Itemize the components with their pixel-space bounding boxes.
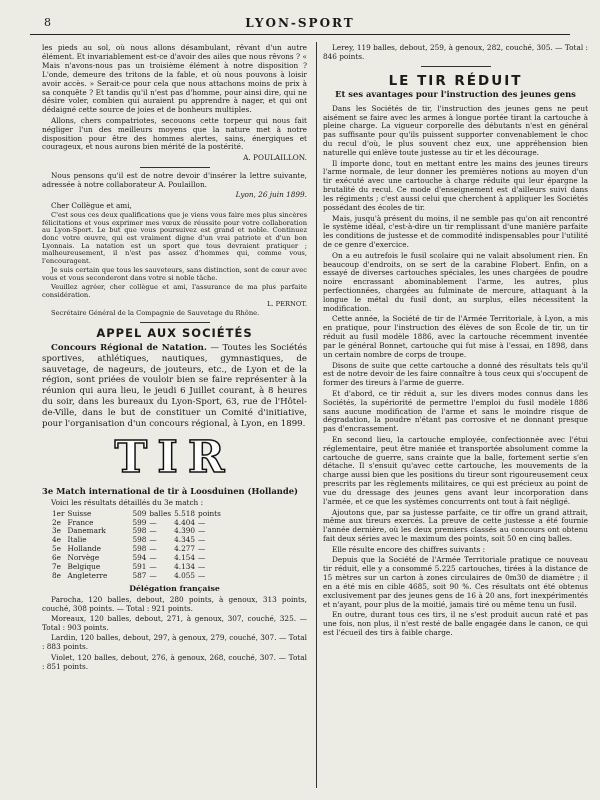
column-divider [316,42,317,788]
results-balls: 509 [132,508,147,518]
results-unit: — [149,570,157,580]
tir-reduit-subheading: Et ses avantages pour l'instruction des jeunes gens [335,88,576,99]
appel-text: — Toutes les Sociétés sportives, athlétiques, nautiques, gymnastiques, de sauvetage, de nageurs, de jouteurs, etc., de Lyon et de la région, sont priées de vouloir bien se faire représenter à la réunion qui aura lieu, le jeudi 6 Juillet courant, à 8 heures du soir, dans les bureaux du Lyon-Sport, 63, rue de l'Hôtel-de-Ville, dans le but de constituer un Comité d'initiative, pour l'organisation d'un concours régional, à Lyon, en 1899. [42,342,307,429]
results-punit: — [198,570,206,580]
results-rank: 5e [52,544,61,554]
results-punit: — [198,526,206,536]
section-divider [140,167,210,168]
results-punit: — [198,517,206,527]
header-rule [30,34,570,35]
results-row [52,572,224,581]
results-unit: — [149,526,157,536]
delegation-carryover: Lerey, 119 balles, debout, 259, à genoux, 282, couché, 305. — Total : 846 points. [323,44,588,61]
results-country: Suisse [67,508,92,518]
section-divider [140,322,210,323]
results-punit: — [198,535,206,545]
tir-title: TIR [114,432,235,484]
letter-paragraph: C'est sous ces deux qualifications que je viens vous faire mes plus sincères félicitations et vous exprimer mes vœux de réussite pour votre collaboration au Lyon-Sport. Le but que vous poursuivez est grand et noble. Continuez donc votre œuvre, qui est vraiment digne d'un vrai patriote et d'un bon Lyonnais. La natation est un sport que tous devraient pratiquer ; malheureusement, il n'est pas assez d'hommes qui, comme vous, l'encouragent. [42,210,307,266]
results-country: Italie [67,535,87,545]
results-rank: 8e [52,570,61,580]
results-balls: 594 [132,553,147,563]
results-country: Angleterre [67,570,108,580]
results-punit: points [198,508,221,518]
letter-intro: Nous pensons qu'il est de notre devoir d'insérer la lettre suivante, adressée à notre collaborateur A. Poulaillon. [42,170,307,189]
results-country: Danemark [67,526,106,536]
results-rank: 4e [52,535,61,545]
results-rank: 7e [52,562,61,572]
tir-reduit-paragraph: Cette année, la Société de tir de l'Armée Territoriale, à Lyon, a mis en pratique, pour l'instruction des élèves de son École de tir, un tir réduit au fusil modèle 1886, avec la cartouche récemment inventée par le général Bonnet, cartouche qui fut mise à l'essai, en 1898, dans un certain nombre de corps de troupe. [323,314,588,360]
results-balls: 598 [132,544,147,554]
letter-paragraph: Je suis certain que tous les sauveteurs, sans distinction, sont de cœur avec vous et vous seconderont dans votre si noble tâche. [42,266,307,283]
results-country: Hollande [67,544,101,554]
tir-reduit-paragraph: Et d'abord, ce tir réduit a, sur les divers modes connus dans les Sociétés, la supériorité de permettre l'emploi du fusil modèle 1886 sans aucune modification de l'arme et sans le moindre risque de dégradation, la poudre n'étant pas corrosive et ne donnant presque pas d'encrassement. [323,388,588,434]
results-rank: 2e [52,517,61,527]
tir-reduit-paragraph: Ajoutons que, par sa justesse parfaite, ce tir offre un grand attrait, même aux tireurs exercés. La preuve de cette justesse a été fournie l'année dernière, où les deux premiers classés au concours ont obtenu fait deux séries avec le maximum des points, soit 50 en cinq balles. [323,507,588,544]
delegation-title: Délégation française [129,583,220,593]
match-title: 3e Match international de tir à Loosduinen (Hollande) [42,486,299,497]
results-unit: — [149,544,157,554]
right-column [323,44,588,792]
tir-reduit-body [323,105,588,638]
results-unit: — [149,517,157,527]
results-points: 4.055 [174,570,196,580]
results-balls: 598 [132,526,147,536]
appel-lead: Concours Régional de Natation. [51,342,207,353]
delegation-entry: Parocha, 120 balles, debout, 280 points, à genoux, 313 points, couché, 308 points. — Total : 921 points. [42,594,307,613]
results-unit: balles [149,508,172,518]
letter-paragraph: Veuillez agréer, cher collègue et ami, l'assurance de ma plus parfaite considération. [42,283,307,299]
results-country: France [67,517,94,527]
results-rank: 1er [52,508,65,518]
results-unit: — [149,535,157,545]
tir-reduit-paragraph: Elle résulte encore des chiffres suivants : [332,544,486,554]
tir-reduit-heading: LE TIR RÉDUIT [388,72,523,89]
delegation-entry: Lardin, 120 balles, debout, 297, à genoux, 279, couché, 307. — Total : 883 points. [42,633,307,652]
results-unit: — [149,553,157,563]
article-paragraph: Allons, chers compatriotes, secouons cette torpeur qui nous fait négliger l'un des meilleurs moyens que la nature met à notre disposition pour être des hommes alertes, sains, énergiques et courageux, et nous aurons bien mérité de la postérité. [42,115,307,152]
tir-reduit-paragraph: En outre, durant tous ces tirs, il ne s'est produit aucun raté et pas une fois, non plus, il n'est resté de balle engagée dans le canon, ce qui est l'écueil des tirs à faible charge. [323,609,588,637]
results-country: Belgique [67,562,101,572]
results-points: 4.154 [174,553,196,563]
tir-reduit-paragraph: En second lieu, la cartouche employée, confectionnée avec l'étui réglementaire, peut être maniée et transportée absolument comme la cartouche de guerre, sans crainte que la balle, fortement sertie s'en détache. Il s'ensuit qu'avec cette cartouche, les mouvements de la charge aussi bien que les positions du tireur sont rigoureusement ceux prescrits par les règlements militaires, ce qui est précieux au point de vue du dressage des jeunes gens avant leur incorporation dans l'armée, et ce que les systèmes concurrents ont tout à fait négligé. [323,434,588,507]
results-points: 4.134 [174,562,196,572]
results-rank: 3e [52,526,61,536]
results-punit: — [198,544,206,554]
tir-reduit-paragraph: Depuis que la Société de l'Armée Territoriale pratique ce nouveau tir réduit, elle y a consommé 5.225 cartouches, tirées à la distance de 15 mètres sur un carton à zones circulaires de 0m30 de diamètre ; il en a été mis en cible 4685, soit 90 %. Ces résultats ont été obtenus exclusivement par des jeunes gens de 16 à 20 ans, fort inexpérimentés et n'ayant, pour plus de la moitié, jamais tiré ou même tenu un fusil. [323,555,588,609]
delegation-entry: Moreaux, 120 balles, debout, 271, à genoux, 307, couché, 325. — Total : 903 points. [42,614,307,633]
results-balls: 587 [132,570,147,580]
results-table [52,510,224,581]
tir-title-block [42,432,307,484]
tir-reduit-paragraph: Mais, jusqu'à présent du moins, il ne semble pas qu'on ait rencontré le système idéal, c'est-à-dire un tir remplissant d'une manière parfaite les conditions de justesse et de commodité indispensables pour l'utilité de ce genre d'exercice. [323,213,588,250]
results-country: Norvège [67,553,100,563]
results-intro: Voici les résultats détaillés du 3e match : [51,498,204,508]
results-unit: — [149,562,157,572]
page-number: 8 [44,16,51,29]
tir-reduit-paragraph: On a eu autrefois le fusil scolaire qui ne valait absolument rien. En beaucoup d'endroits, on se sert de la carabine Flobert. Enfin, on a essayé de diverses cartouches spéciales, les unes chargées de poudre noire encrassant abominablement l'arme, les autres, plus perfectionnées, chargées au fulminate de mercure, attaquant à la longue le métal du fusil dont, au surplus, elles nécessitent la modification. [323,250,588,314]
tir-reduit-paragraph: Il importe donc, tout en mettant entre les mains des jeunes tireurs l'arme normale, de leur donner les premières notions au moyen d'un tir exécuté avec une cartouche à charge réduite qui leur épargne la brutalité du recul. Ce mode d'enseignement est d'ailleurs suivi dans les régiments ; c'est aussi celui que cherchent à appliquer les Sociétés possédant des écoles de tir. [323,158,588,213]
tir-reduit-paragraph: Disons de suite que cette cartouche a donné des résultats tels qu'il est de notre devoir de les faire connaître à tous ceux qui s'occupent de former des tireurs à l'arme de guerre. [323,360,588,388]
results-punit: — [198,553,206,563]
results-punit: — [198,562,206,572]
left-column [42,44,307,792]
delegation-entry: Violet, 120 balles, debout, 276, à genoux, 268, couché, 307. — Total : 851 points. [42,652,307,671]
results-balls: 591 [132,562,147,572]
tir-reduit-paragraph: Dans les Sociétés de tir, l'instruction des jeunes gens ne peut aisément se faire avec les armes à longue portée tirant la cartouche à pleine charge. La vigueur corporelle des débutants n'est en général pas suffisante pour qu'ils puissent supporter convenablement le choc du recul d'où, le plus souvent chez eux, une appréhension bien naturelle qui enlève toute justesse au tir et les décourage. [323,103,588,158]
appel-heading: APPEL AUX SOCIÉTÉS [96,326,253,341]
results-points: 4.390 [174,526,196,536]
letter-date: Lyon, 26 juin 1899. [235,190,307,200]
results-points: 4.345 [174,535,196,545]
article-paragraph: les pieds au sol, où nous allons désambulant, rêvant d'un autre élément. Et invariablement est-ce d'avoir des ailes que nous rêvons ? « Mais n'avons-nous pas un troisième élément à notre disposition ? L'onde, demeure des tritons de la fable, et où nous pouvons à loisir avoir accès. » Serait-ce pour cela que nous attachons moins de prix à sa conquête ? Et tandis qu'il n'est pas d'homme, pour ainsi dire, qui ne désire voler, combien qui auraient pu apprendre à nager, et qui ont dédaigné cette source de joies et de bonheurs multiples. [42,44,307,115]
masthead: LYON-SPORT [245,16,355,30]
letter-greeting: Cher Collègue et ami, [51,200,132,210]
results-points: 4.404 [174,517,196,527]
results-balls: 599 [132,517,147,527]
results-rank: 6e [52,553,61,563]
results-balls: 598 [132,535,147,545]
letter-signatory-title: Secrétaire Général de la Compagnie de Sauvetage du Rhône. [51,309,260,318]
letter-signature: L. PERNOT. [266,300,307,309]
section-divider [421,66,491,67]
page-header [30,10,570,36]
article-signature: A. POULAILLON. [243,152,307,162]
appel-paragraph [42,343,307,429]
results-points: 4.277 [174,544,196,554]
results-points: 5.518 [174,508,196,518]
